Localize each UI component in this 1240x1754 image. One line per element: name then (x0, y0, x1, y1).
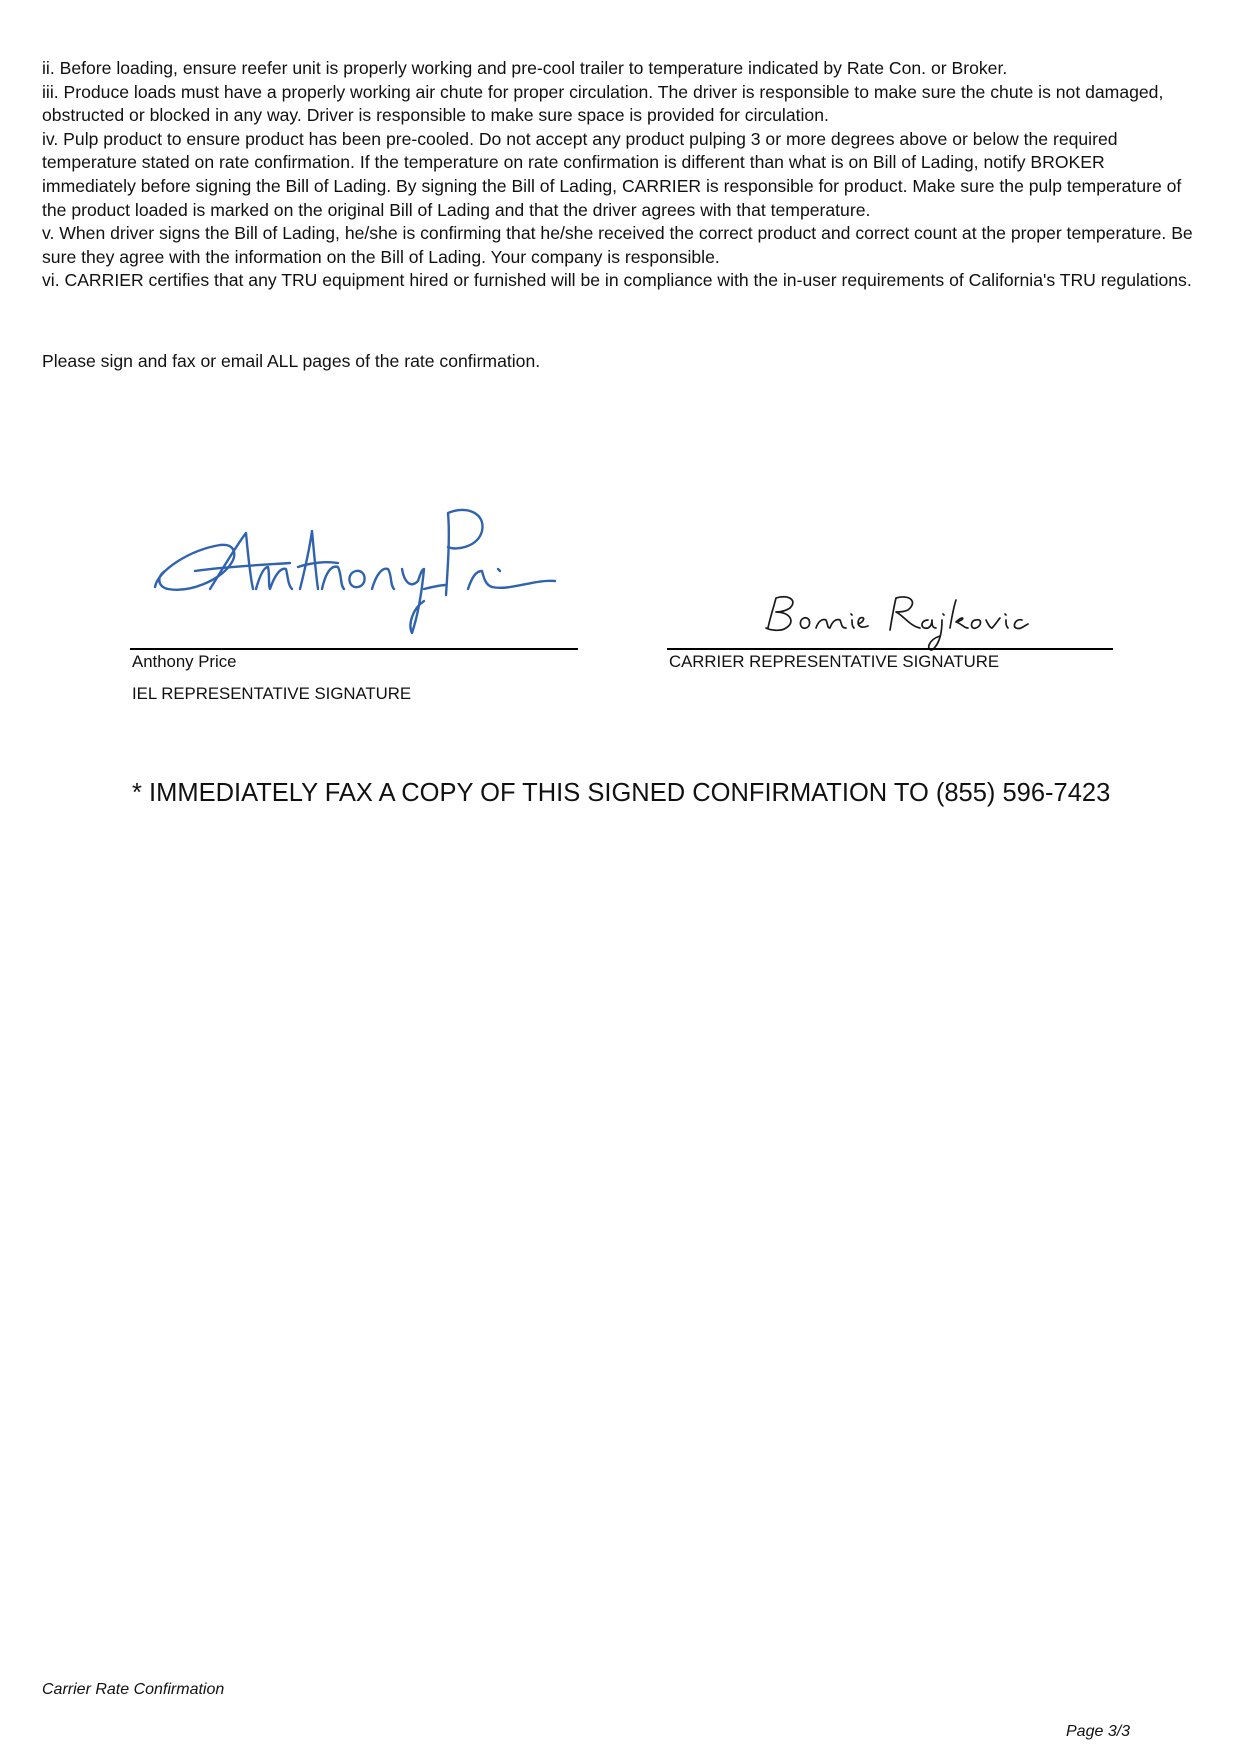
terms-section (42, 57, 1202, 293)
term-vi: vi. CARRIER certifies that any TRU equipment hired or furnished will be in compliance with the in-user requirements of California's TRU regulations. (42, 270, 1192, 291)
iel-signer-name: Anthony Price (132, 652, 237, 671)
carrier-handwritten-signature (760, 592, 1030, 652)
iel-signature-line (130, 648, 578, 650)
term-ii: ii. Before loading, ensure reefer unit is properly working and pre-cool trailer to temperature indicated by Rate Con. or Broker. (42, 58, 1008, 78)
term-iii: iii. Produce loads must have a properly working air chute for proper circulation. The driver is responsible to make sure the chute is not damaged, obstructed or blocked in any way. Driver is responsible to make sure space is provided for circulation. (42, 81, 1164, 126)
term-iv: iv. Pulp product to ensure product has been pre-cooled. Do not accept any product pulping 3 or more degrees above or below the required temperature stated on rate confirmation. If the temperature on rate confirmation is different than what is on Bill of Lading, notify BROKER immediately before signing the Bill of Lading. By signing the Bill of Lading, CARRIER is responsible for product. Make sure the pulp temperature of the product loaded is marked on the original Bill of Lading and that the driver agrees with that temperature. (42, 128, 1182, 220)
carrier-signature-line (667, 648, 1113, 650)
fax-notice: * IMMEDIATELY FAX A COPY OF THIS SIGNED CONFIRMATION TO (855) 596-7423 (132, 779, 1111, 807)
carrier-signature-label: CARRIER REPRESENTATIVE SIGNATURE (669, 652, 1000, 671)
iel-signature-label: IEL REPRESENTATIVE SIGNATURE (132, 684, 412, 703)
footer-page-number: Page 3/3 (1066, 1723, 1131, 1740)
iel-handwritten-signature (150, 505, 560, 640)
sign-instruction: Please sign and fax or email ALL pages of the rate confirmation. (42, 351, 541, 371)
term-v: v. When driver signs the Bill of Lading, he/she is confirming that he/she received the correct product and correct count at the proper temperature. Be sure they agree with the information on the Bill of Lading. Your company is responsible. (42, 223, 1193, 267)
footer-document-title: Carrier Rate Confirmation (42, 1681, 225, 1698)
